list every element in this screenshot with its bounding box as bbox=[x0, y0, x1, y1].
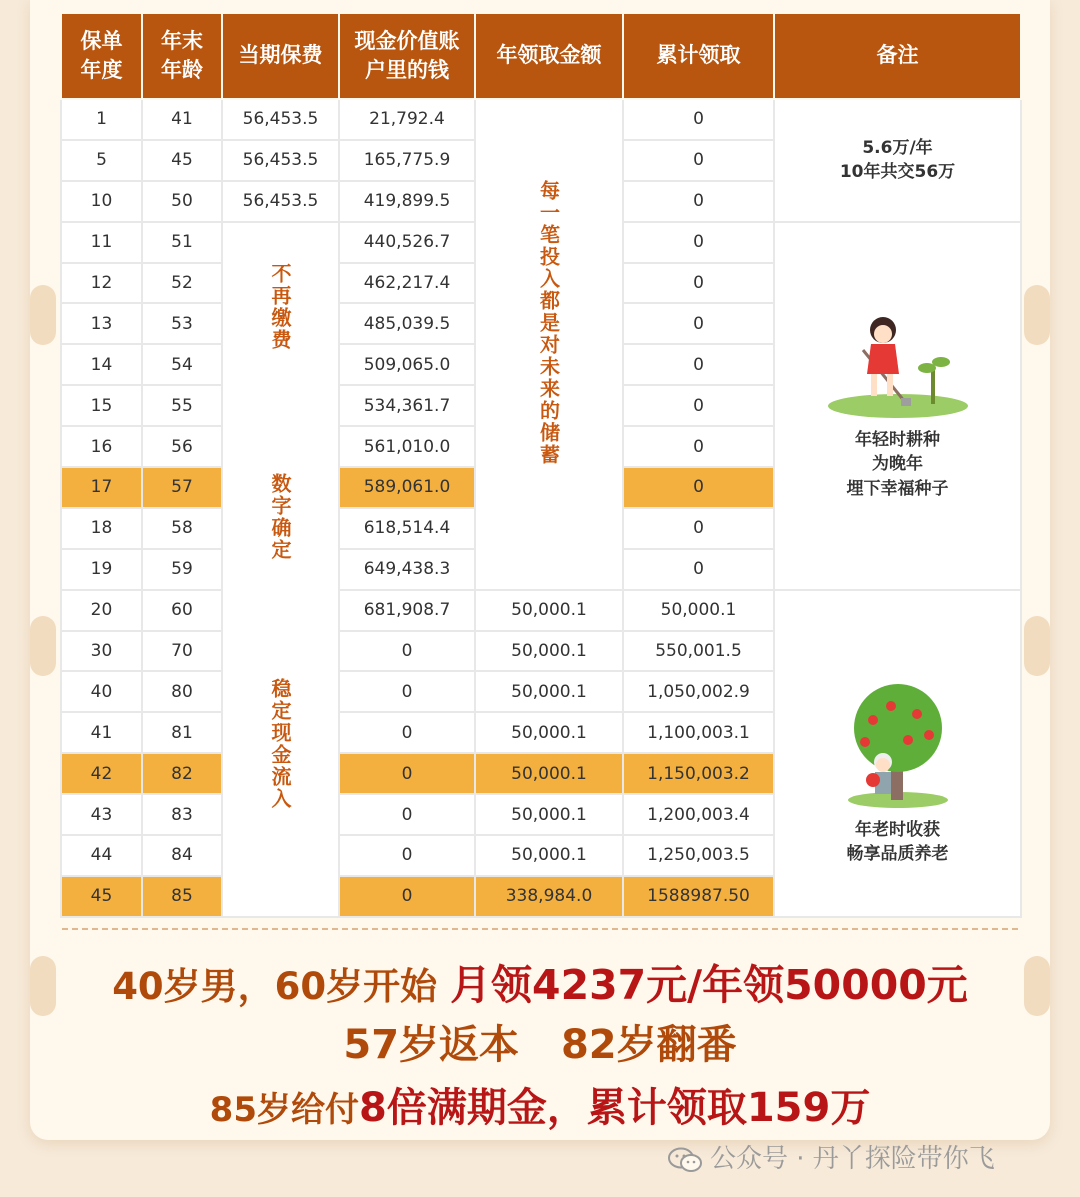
header-cash-value: 现金价值账 户里的钱 bbox=[339, 14, 475, 99]
cell-cumulative: 1588987.50 bbox=[623, 876, 774, 917]
cell-payout: 50,000.1 bbox=[475, 753, 623, 794]
cell-age: 80 bbox=[142, 671, 222, 712]
cell-cash: 485,039.5 bbox=[339, 303, 475, 344]
table-row bbox=[61, 590, 1021, 631]
cell-age: 83 bbox=[142, 794, 222, 835]
cell-cumulative: 1,250,003.5 bbox=[623, 835, 774, 876]
wechat-account-watermark: 公众号 · 丹丫探险带你飞 bbox=[668, 1138, 995, 1175]
cell-premium: 56,453.5 bbox=[222, 99, 339, 140]
cell-cash: 0 bbox=[339, 631, 475, 672]
header-cumulative: 累计领取 bbox=[623, 14, 774, 99]
cell-year: 20 bbox=[61, 590, 142, 631]
wechat-icon bbox=[668, 1147, 702, 1173]
cell-year: 10 bbox=[61, 181, 142, 222]
cell-cumulative: 0 bbox=[623, 549, 774, 590]
table-header-row bbox=[61, 14, 1021, 99]
cell-year: 44 bbox=[61, 835, 142, 876]
cell-cash: 649,438.3 bbox=[339, 549, 475, 590]
cell-year: 41 bbox=[61, 712, 142, 753]
cell-age: 70 bbox=[142, 631, 222, 672]
cell-cash: 0 bbox=[339, 835, 475, 876]
cell-age: 56 bbox=[142, 426, 222, 467]
cell-year: 40 bbox=[61, 671, 142, 712]
cell-cumulative: 0 bbox=[623, 385, 774, 426]
cell-payout: 50,000.1 bbox=[475, 590, 623, 631]
header-policy-year: 保单 年度 bbox=[61, 14, 142, 99]
cell-age: 59 bbox=[142, 549, 222, 590]
cell-cash: 509,065.0 bbox=[339, 344, 475, 385]
cell-age: 58 bbox=[142, 508, 222, 549]
cell-age: 84 bbox=[142, 835, 222, 876]
cell-cash: 0 bbox=[339, 876, 475, 917]
cell-year: 14 bbox=[61, 344, 142, 385]
girl-planting-icon bbox=[823, 310, 973, 420]
summary-line-payout: 40岁男，60岁开始 月领4237元/年领50000元 bbox=[112, 961, 968, 1009]
cell-year: 5 bbox=[61, 140, 142, 181]
cell-year: 42 bbox=[61, 753, 142, 794]
cell-age: 85 bbox=[142, 876, 222, 917]
cell-cash: 681,908.7 bbox=[339, 590, 475, 631]
header-premium: 当期保费 bbox=[222, 14, 339, 99]
cell-cumulative: 0 bbox=[623, 222, 774, 263]
cell-cumulative: 550,001.5 bbox=[623, 631, 774, 672]
cell-cash: 589,061.0 bbox=[339, 467, 475, 508]
remark-premium-summary: 5.6万/年 10年共交56万 bbox=[774, 99, 1021, 222]
cell-cumulative: 1,150,003.2 bbox=[623, 753, 774, 794]
cell-cash: 440,526.7 bbox=[339, 222, 475, 263]
cell-year: 30 bbox=[61, 631, 142, 672]
cell-age: 52 bbox=[142, 263, 222, 304]
summary-line-milestones: 57岁返本 82岁翻番 bbox=[343, 1022, 737, 1068]
cell-cumulative: 1,050,002.9 bbox=[623, 671, 774, 712]
cell-cumulative: 0 bbox=[623, 181, 774, 222]
ticket-notch-left bbox=[30, 616, 56, 676]
cell-year: 15 bbox=[61, 385, 142, 426]
cell-cumulative: 50,000.1 bbox=[623, 590, 774, 631]
cell-cumulative: 0 bbox=[623, 303, 774, 344]
cell-cumulative: 0 bbox=[623, 467, 774, 508]
cell-year: 13 bbox=[61, 303, 142, 344]
cell-age: 53 bbox=[142, 303, 222, 344]
elderly-tree-harvest-icon bbox=[833, 680, 963, 810]
cell-year: 18 bbox=[61, 508, 142, 549]
cell-cash: 0 bbox=[339, 794, 475, 835]
summary-line-maturity: 85岁给付8倍满期金，累计领取159万 bbox=[209, 1085, 871, 1131]
cell-age: 82 bbox=[142, 753, 222, 794]
cell-age: 57 bbox=[142, 467, 222, 508]
cell-age: 45 bbox=[142, 140, 222, 181]
cell-cash: 561,010.0 bbox=[339, 426, 475, 467]
cell-payout: 50,000.1 bbox=[475, 631, 623, 672]
cell-cumulative: 1,200,003.4 bbox=[623, 794, 774, 835]
cell-year: 43 bbox=[61, 794, 142, 835]
cell-cumulative: 0 bbox=[623, 99, 774, 140]
ticket-notch-left bbox=[30, 285, 56, 345]
cell-cash: 618,514.4 bbox=[339, 508, 475, 549]
cell-premium: 56,453.5 bbox=[222, 181, 339, 222]
cell-year: 12 bbox=[61, 263, 142, 304]
cell-premium: 56,453.5 bbox=[222, 140, 339, 181]
remark-elderly-harvest: 年老时收获 畅享品质养老 bbox=[774, 590, 1021, 917]
remark-youth-planting: 年轻时耕种 为晚年 埋下幸福种子 bbox=[774, 222, 1021, 590]
cell-year: 45 bbox=[61, 876, 142, 917]
cell-age: 55 bbox=[142, 385, 222, 426]
cell-age: 81 bbox=[142, 712, 222, 753]
cell-cash: 534,361.7 bbox=[339, 385, 475, 426]
ticket-notch-right bbox=[1024, 616, 1050, 676]
cell-cumulative: 1,100,003.1 bbox=[623, 712, 774, 753]
cell-payout: 50,000.1 bbox=[475, 671, 623, 712]
cell-cash: 165,775.9 bbox=[339, 140, 475, 181]
cell-age: 54 bbox=[142, 344, 222, 385]
cell-year: 17 bbox=[61, 467, 142, 508]
cell-payout: 338,984.0 bbox=[475, 876, 623, 917]
cell-cash: 419,899.5 bbox=[339, 181, 475, 222]
cell-cumulative: 0 bbox=[623, 263, 774, 304]
payout-savings-note: 每一笔投入都是对未来的储蓄 bbox=[475, 99, 623, 590]
cell-cash: 0 bbox=[339, 712, 475, 753]
cell-age: 60 bbox=[142, 590, 222, 631]
cell-payout: 50,000.1 bbox=[475, 712, 623, 753]
header-age: 年末 年龄 bbox=[142, 14, 222, 99]
ticket-notch-right bbox=[1024, 285, 1050, 345]
dashed-divider bbox=[62, 928, 1018, 930]
cell-payout: 50,000.1 bbox=[475, 835, 623, 876]
header-annual-payout: 年领取金额 bbox=[475, 14, 623, 99]
cell-cash: 0 bbox=[339, 753, 475, 794]
fixed-figures-label: 数字确定 bbox=[268, 472, 292, 561]
no-more-payments-label: 不再缴费 bbox=[268, 262, 292, 351]
cell-payout: 50,000.1 bbox=[475, 794, 623, 835]
premium-status-notes bbox=[222, 222, 339, 917]
cell-year: 11 bbox=[61, 222, 142, 263]
cell-age: 51 bbox=[142, 222, 222, 263]
cell-cumulative: 0 bbox=[623, 508, 774, 549]
cell-year: 1 bbox=[61, 99, 142, 140]
cell-age: 50 bbox=[142, 181, 222, 222]
cell-cumulative: 0 bbox=[623, 426, 774, 467]
cell-cumulative: 0 bbox=[623, 344, 774, 385]
cell-age: 41 bbox=[142, 99, 222, 140]
cell-year: 16 bbox=[61, 426, 142, 467]
cell-cash: 0 bbox=[339, 671, 475, 712]
table-row bbox=[61, 99, 1021, 140]
cell-cumulative: 0 bbox=[623, 140, 774, 181]
cell-year: 19 bbox=[61, 549, 142, 590]
cell-cash: 21,792.4 bbox=[339, 99, 475, 140]
policy-benefit-table bbox=[60, 14, 1022, 918]
stable-cashflow-label: 稳定现金流入 bbox=[268, 677, 292, 810]
cell-cash: 462,217.4 bbox=[339, 263, 475, 304]
header-remarks: 备注 bbox=[774, 14, 1021, 99]
